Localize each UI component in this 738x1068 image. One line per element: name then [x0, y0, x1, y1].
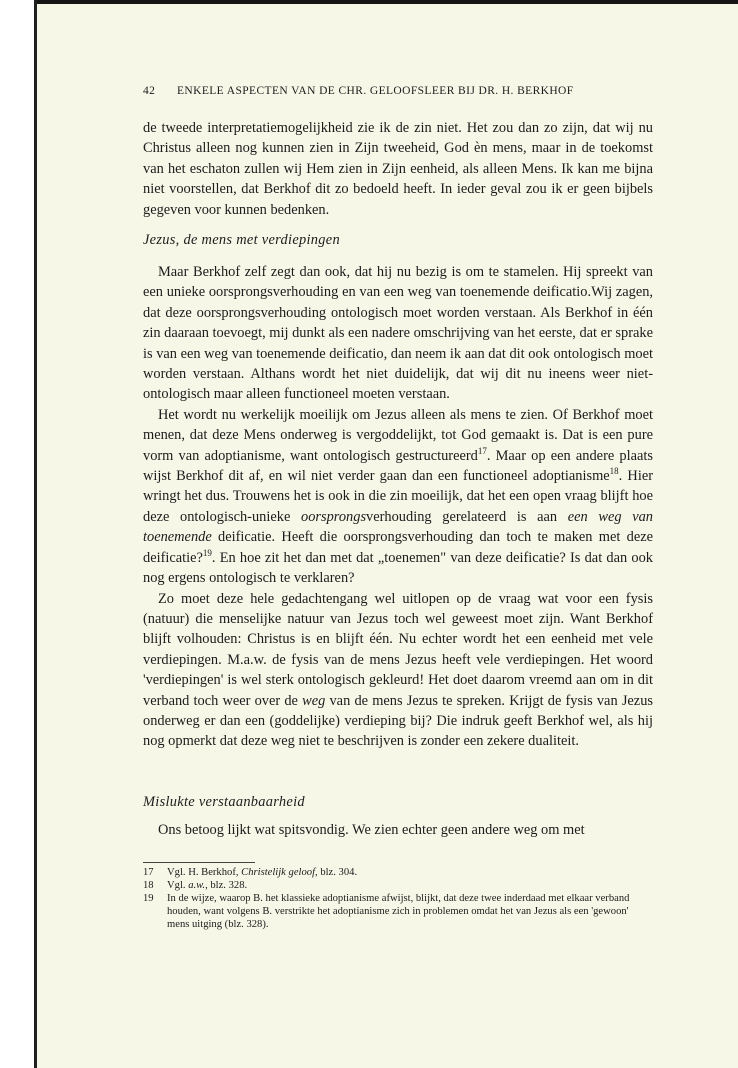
section-heading-jezus: Jezus, de mens met verdiepingen: [143, 232, 340, 248]
footnote-ref-17: 17: [477, 445, 487, 456]
paragraph-continuation: de tweede interpretatiemogelijkheid zie ik de zin niet. Het zou dan zo zijn, dat wij nu Christus alleen nog kunnen zien in Zijn tweeheid, God èn mens, maar in de toekomst van het eschaton zullen wij Hem zien in Zijn eenheid, als alleen Mens. Ik kan me bijna niet voorstellen, dat Berkhof dit zo bedoeld heeft. In ieder geval zou ik er geen bijbels gegeven voor kunnen bedenken.: [143, 120, 653, 218]
section-3: [143, 820, 653, 840]
paragraph-adoptianisme: [143, 405, 653, 589]
text-run: Het wordt nu werkelijk moeilijk om Jezus alleen als mens te zien. Of Berkhof moet menen, dat deze Mens onderweg is vergoddelijkt, tot God gemaakt is. Dat is een pure vorm van adoptianisme, want ontologisch gestructureerd: [143, 406, 653, 464]
text-run: , blz. 328.: [205, 880, 248, 891]
footnote-17: [143, 866, 653, 879]
text-run: . Hier wringt het dus. Trouwens het is ook in die zin moeilijk, dat het een open vraag blijft hoe deze ontologisch-unieke: [143, 468, 653, 525]
text-run: Vgl. H. Berkhof,: [167, 867, 242, 878]
footnote-ref-18: 18: [609, 466, 619, 477]
footnote-ref-19: 19: [202, 547, 212, 558]
section-heading-mislukte: Mislukte verstaanbaarheid: [143, 794, 305, 810]
text-run: van de mens Jezus te spreken. Krijgt de fysis van Jezus onderweg er dan een (goddelijke) verdieping bij? Die indruk geeft Berkhof wel, als hij nog opmerkt dat deze weg niet te beschrijven is zonder een zekere dualiteit.: [143, 692, 653, 750]
italic-run: weg: [302, 692, 326, 709]
footnote-19: [143, 892, 653, 931]
footnote-text: In de wijze, waarop B. het klassieke adoptianisme afwijst, blijkt, dat deze twee inderdaad met elkaar verband houden, want volgens B. verstrikte het adoptianisme zich in problemen omdat het van Jezus als een 'gewoon' mens uitging (blz. 328).: [167, 893, 630, 930]
text-run: Vgl.: [167, 880, 189, 891]
paragraph-betoog: Ons betoog lijkt wat spitsvondig. We zien echter geen andere weg om met: [158, 822, 585, 838]
paragraph-stamelen: Maar Berkhof zelf zegt dan ook, dat hij nu bezig is om te stamelen. Hij spreekt van een unieke oorsprongsverhouding en van een weg van toenemende deificatio.Wij zagen, dat deze oorsprongsverhouding ontologisch moet worden verstaan. Als Berkhof in één zin daaraan toevoegt, mij dunkt als een nadere omschrijving van het eerste, dat er sprake is van een weg van toenemende deificatio, dan neem ik aan dat dit ook ontologisch moet worden verstaan. Althans wordt het niet duidelijk, dat wij dit nu ineens weer niet-ontologisch maar alleen functioneel moeten verstaan.: [143, 264, 653, 403]
footnote-rule: [143, 862, 255, 863]
italic-run: een weg van toenemende: [143, 508, 653, 546]
paragraph-fysis: [143, 589, 653, 752]
page-number: 42: [143, 85, 156, 97]
text-run: verhouding gerelateerd is aan: [366, 508, 568, 525]
italic-run: Christelijk geloof: [241, 867, 316, 878]
section-1: [143, 118, 653, 220]
footnote-number: 17: [143, 867, 154, 878]
footnote-text: [167, 866, 653, 879]
text-run: , blz. 304.: [315, 867, 358, 878]
running-title: ENKELE ASPECTEN VAN DE CHR. GELOOFSLEER BIJ DR. H. BERKHOF: [177, 85, 574, 97]
footnote-text: [167, 879, 653, 892]
text-run: Zo moet deze hele gedachtengang wel uitlopen op de vraag wat voor een fysis (natuur) die menselijke natuur van Jezus toch wel geweest moet zijn. Want Berkhof blijft volhouden: Christus is en blijft één. Nu echter wordt het een eenheid met vele verdiepingen. M.a.w. de fysis van de mens Jezus heeft vele verdiepingen. Het woord 'verdiepingen' is wel sterk ontologisch gekleurd! Het doet daarom vreemd aan om in dit verband toch weer over de: [143, 590, 653, 709]
footnotes: [143, 866, 653, 931]
text-run: . En hoe zit het dan met dat „toenemen" van deze deificatie? Is dat dan ook nog ergens ontologisch te verklaren?: [143, 549, 653, 587]
footnote-number: 18: [143, 880, 154, 891]
running-header: [143, 85, 653, 97]
footnote-number: 19: [143, 893, 154, 904]
footnote-18: [143, 879, 653, 892]
italic-run: oorsprongs: [301, 508, 367, 525]
text-run: . Maar op een andere plaats wijst Berkhof dit af, en wil niet verder gaan dan een functioneel adoptianisme: [143, 447, 653, 485]
italic-run: a.w.: [188, 880, 206, 891]
text-run: deificatie. Heeft die oorsprongsverhouding dan toch te maken met deze deificatie?: [143, 529, 653, 566]
section-2: [143, 262, 653, 752]
